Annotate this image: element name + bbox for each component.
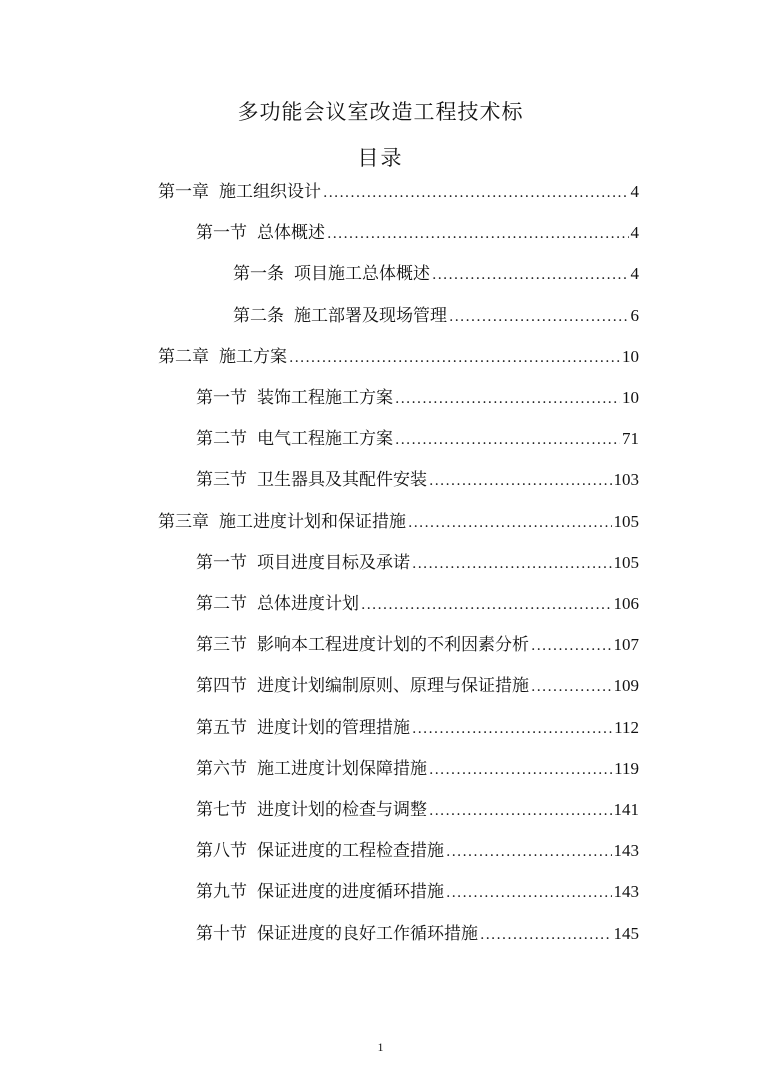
- toc-entry-number: 第七节: [196, 800, 247, 820]
- toc-dot-leader: [449, 305, 629, 329]
- toc-entry[interactable]: [158, 345, 639, 369]
- toc-dot-leader: [429, 469, 612, 493]
- toc-entry[interactable]: [196, 880, 639, 904]
- toc-entry-page: 71: [622, 429, 639, 449]
- toc-entry[interactable]: [196, 839, 639, 863]
- toc-entry-page: 105: [613, 511, 639, 531]
- toc-entry[interactable]: [196, 592, 639, 616]
- toc-dot-leader: [412, 717, 612, 741]
- toc-entry-number: 第一章: [158, 182, 209, 202]
- toc-entry-heading: 保证进度的良好工作循环措施: [257, 923, 478, 944]
- toc-entry-page: 4: [630, 264, 639, 284]
- toc-entry[interactable]: [196, 221, 639, 245]
- toc-entry[interactable]: [196, 716, 639, 740]
- toc-entry-page: 109: [613, 676, 639, 696]
- toc-dot-leader: [432, 263, 629, 287]
- toc-entry-number: 第六节: [196, 758, 247, 779]
- toc-entry-number: 第二节: [196, 594, 247, 614]
- toc-entry[interactable]: [196, 757, 639, 781]
- toc-entry-heading: 装饰工程施工方案: [257, 388, 393, 408]
- toc-dot-leader: [429, 758, 612, 782]
- toc-dot-leader: [446, 881, 612, 905]
- toc-entry-heading: 总体概述: [257, 223, 325, 244]
- toc-dot-leader: [408, 511, 612, 535]
- toc-entry-number: 第三节: [196, 635, 247, 656]
- toc-entry[interactable]: [196, 633, 639, 657]
- toc-entry-heading: 项目施工总体概述: [294, 264, 430, 285]
- toc-entry-page: 145: [613, 923, 639, 943]
- toc-entry[interactable]: [233, 262, 639, 286]
- toc-entry-heading: 进度计划编制原则、原理与保证措施: [257, 676, 529, 697]
- toc-entry-number: 第九节: [196, 882, 247, 903]
- toc-entry-heading: 保证进度的工程检查措施: [257, 841, 444, 862]
- toc-entry-page: 106: [613, 594, 639, 613]
- document-title: 多功能会议室改造工程技术标: [237, 100, 524, 124]
- toc-entry[interactable]: [196, 386, 639, 410]
- toc-entry-heading: 施工组织设计: [219, 182, 321, 202]
- toc-entry-number: 第十节: [196, 923, 247, 944]
- toc-entry-page: 141: [613, 800, 639, 819]
- toc-entry[interactable]: [158, 510, 639, 534]
- toc-dot-leader: [480, 923, 612, 947]
- toc-entry-heading: 进度计划的检查与调整: [257, 800, 427, 820]
- toc-entry-heading: 电气工程施工方案: [257, 429, 393, 450]
- toc-entry-number: 第五节: [196, 717, 247, 738]
- toc-entry-heading: 保证进度的进度循环措施: [257, 882, 444, 903]
- toc-entry-page: 10: [622, 388, 639, 407]
- toc-dot-leader: [446, 840, 612, 864]
- toc-entry-heading: 卫生器具及其配件安装: [257, 470, 427, 491]
- toc-entry-number: 第一节: [196, 552, 247, 573]
- toc-heading-title: 目录: [357, 146, 404, 170]
- toc-entry-number: 第八节: [196, 841, 247, 862]
- toc-entry-number: 第四节: [196, 676, 247, 697]
- toc-entry-heading: 施工方案: [219, 346, 287, 367]
- toc-dot-leader: [327, 222, 629, 246]
- toc-dot-leader: [412, 552, 612, 576]
- toc-entry[interactable]: [196, 798, 639, 822]
- toc-dot-leader: [289, 346, 620, 370]
- toc-entry-heading: 影响本工程进度计划的不利因素分析: [257, 635, 529, 656]
- toc-entry-number: 第一节: [196, 223, 247, 244]
- toc-dot-leader: [395, 387, 620, 411]
- toc-entry[interactable]: [196, 468, 639, 492]
- toc-entry-page: 119: [614, 758, 639, 778]
- toc-entry-heading: 施工部署及现场管理: [294, 305, 447, 326]
- toc-dot-leader: [531, 634, 612, 658]
- toc-entry-heading: 总体进度计划: [257, 594, 359, 614]
- toc-entry-number: 第二节: [196, 429, 247, 450]
- toc-entry-page: 4: [630, 223, 639, 243]
- toc-entry[interactable]: [196, 922, 639, 946]
- toc-dot-leader: [395, 428, 620, 452]
- toc-dot-leader: [429, 799, 612, 823]
- toc-entry-page: 143: [613, 841, 639, 861]
- toc-entry-number: 第一条: [233, 264, 284, 285]
- toc-entry-page: 107: [613, 635, 639, 655]
- toc-entry-heading: 进度计划的管理措施: [257, 717, 410, 738]
- toc-entry-page: 10: [622, 346, 639, 366]
- toc-entry-heading: 施工进度计划保障措施: [257, 758, 427, 779]
- toc-entry-page: 103: [613, 470, 639, 490]
- toc-entry-page: 6: [630, 305, 639, 325]
- toc-entry-number: 第二章: [158, 346, 209, 367]
- toc-dot-leader: [531, 675, 612, 699]
- toc-entry-number: 第一节: [196, 388, 247, 408]
- toc-entry[interactable]: [233, 304, 639, 328]
- toc-entry[interactable]: [196, 551, 639, 575]
- toc-entry-page: 4: [630, 182, 639, 201]
- toc-entry[interactable]: [158, 180, 639, 204]
- toc-dot-leader: [361, 593, 612, 617]
- toc-entry[interactable]: [196, 427, 639, 451]
- toc-entry-heading: 项目进度目标及承诺: [257, 552, 410, 573]
- toc-entry-page: 143: [613, 882, 639, 902]
- toc-entry-number: 第三节: [196, 470, 247, 491]
- toc-entry-number: 第三章: [158, 511, 209, 532]
- toc-entry[interactable]: [196, 674, 639, 698]
- toc-dot-leader: [323, 181, 629, 205]
- toc-entry-number: 第二条: [233, 305, 284, 326]
- toc-entry-page: 112: [614, 717, 639, 737]
- toc-entry-heading: 施工进度计划和保证措施: [219, 511, 406, 532]
- page-number: 1: [377, 1040, 384, 1054]
- toc-entry-page: 105: [613, 552, 639, 572]
